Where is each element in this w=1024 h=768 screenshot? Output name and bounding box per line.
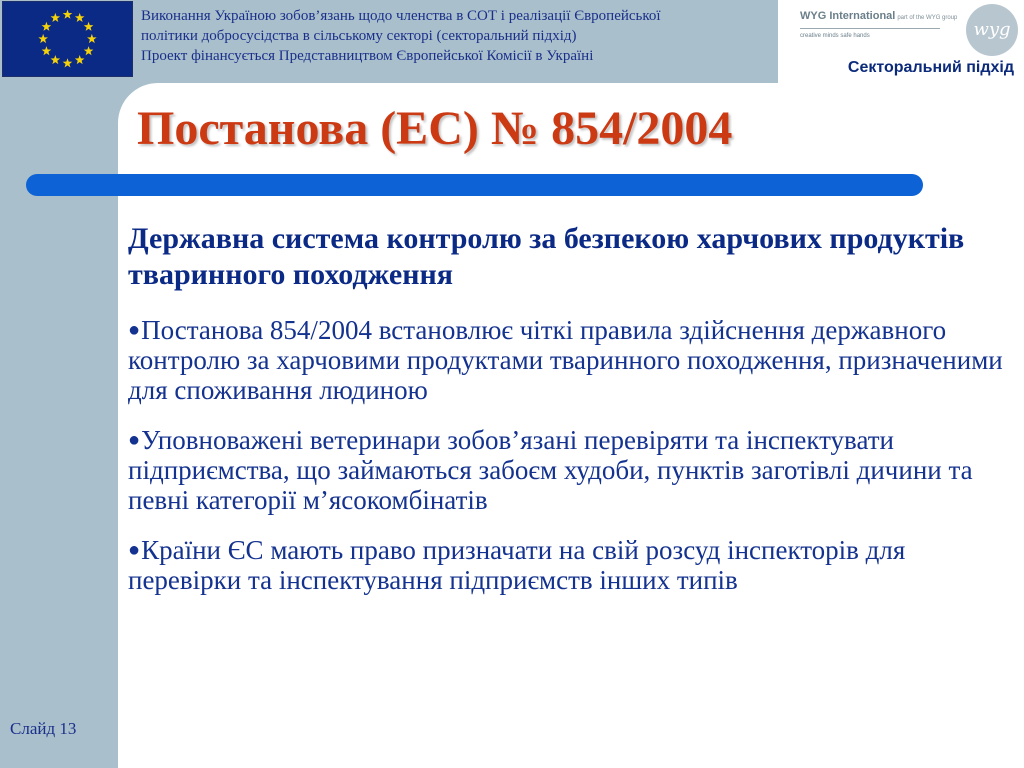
wyg-tagline: creative minds safe hands	[800, 33, 870, 39]
project-header	[141, 6, 776, 66]
list-item	[128, 315, 1018, 405]
bullet-list	[128, 315, 1018, 615]
bullet-icon: ●	[128, 319, 141, 341]
left-band	[0, 0, 118, 768]
header-line: політики добросусідства в сільському секторі (секторальний підхід)	[141, 28, 577, 44]
bullet-icon: ●	[128, 539, 141, 561]
bullet-icon: ●	[128, 429, 141, 451]
wyg-logo-area	[778, 0, 1024, 83]
wyg-logo	[800, 10, 957, 22]
bullet-text: Уповноважені ветеринари зобов’язані перевіряти та інспектувати підприємства, що займаються забоєм худоби, пунктів заготівлі дичини та певні категорії м’ясокомбінатів	[128, 425, 973, 515]
bullet-text: Країни ЄС мають право призначати на свій розсуд інспекторів для перевірки та інспектування підприємств інших типів	[128, 535, 906, 595]
wyg-brand-note: part of the WYG group	[897, 15, 958, 21]
header-line: Виконання Україною зобов’язань щодо членства в СОТ і реалізації Європейської	[141, 8, 661, 24]
slide-subheading: Державна система контролю за безпекою харчових продуктів тваринного походження	[128, 222, 965, 291]
list-item	[128, 535, 1018, 595]
divider	[800, 28, 940, 29]
slide-title: Постанова (ЕС) № 854/2004	[137, 102, 733, 155]
header-line: Проект фінансується Представництвом Європейської Комісії в Україні	[141, 48, 594, 64]
title-underline-bar	[26, 174, 923, 196]
bullet-text: Постанова 854/2004 встановлює чіткі правила здійснення державного контролю за харчовими продуктами тваринного походження, призначеними для споживання людиною	[128, 315, 1003, 405]
wyg-brand-name: WYG International	[800, 10, 896, 22]
eu-flag-logo	[2, 1, 133, 77]
sector-label: Секторальний підхід	[847, 59, 1014, 76]
wyg-badge-icon: wyg	[966, 4, 1018, 56]
eu-stars-icon	[3, 2, 132, 76]
slide-number: Слайд 13	[10, 719, 77, 738]
list-item	[128, 425, 1018, 515]
